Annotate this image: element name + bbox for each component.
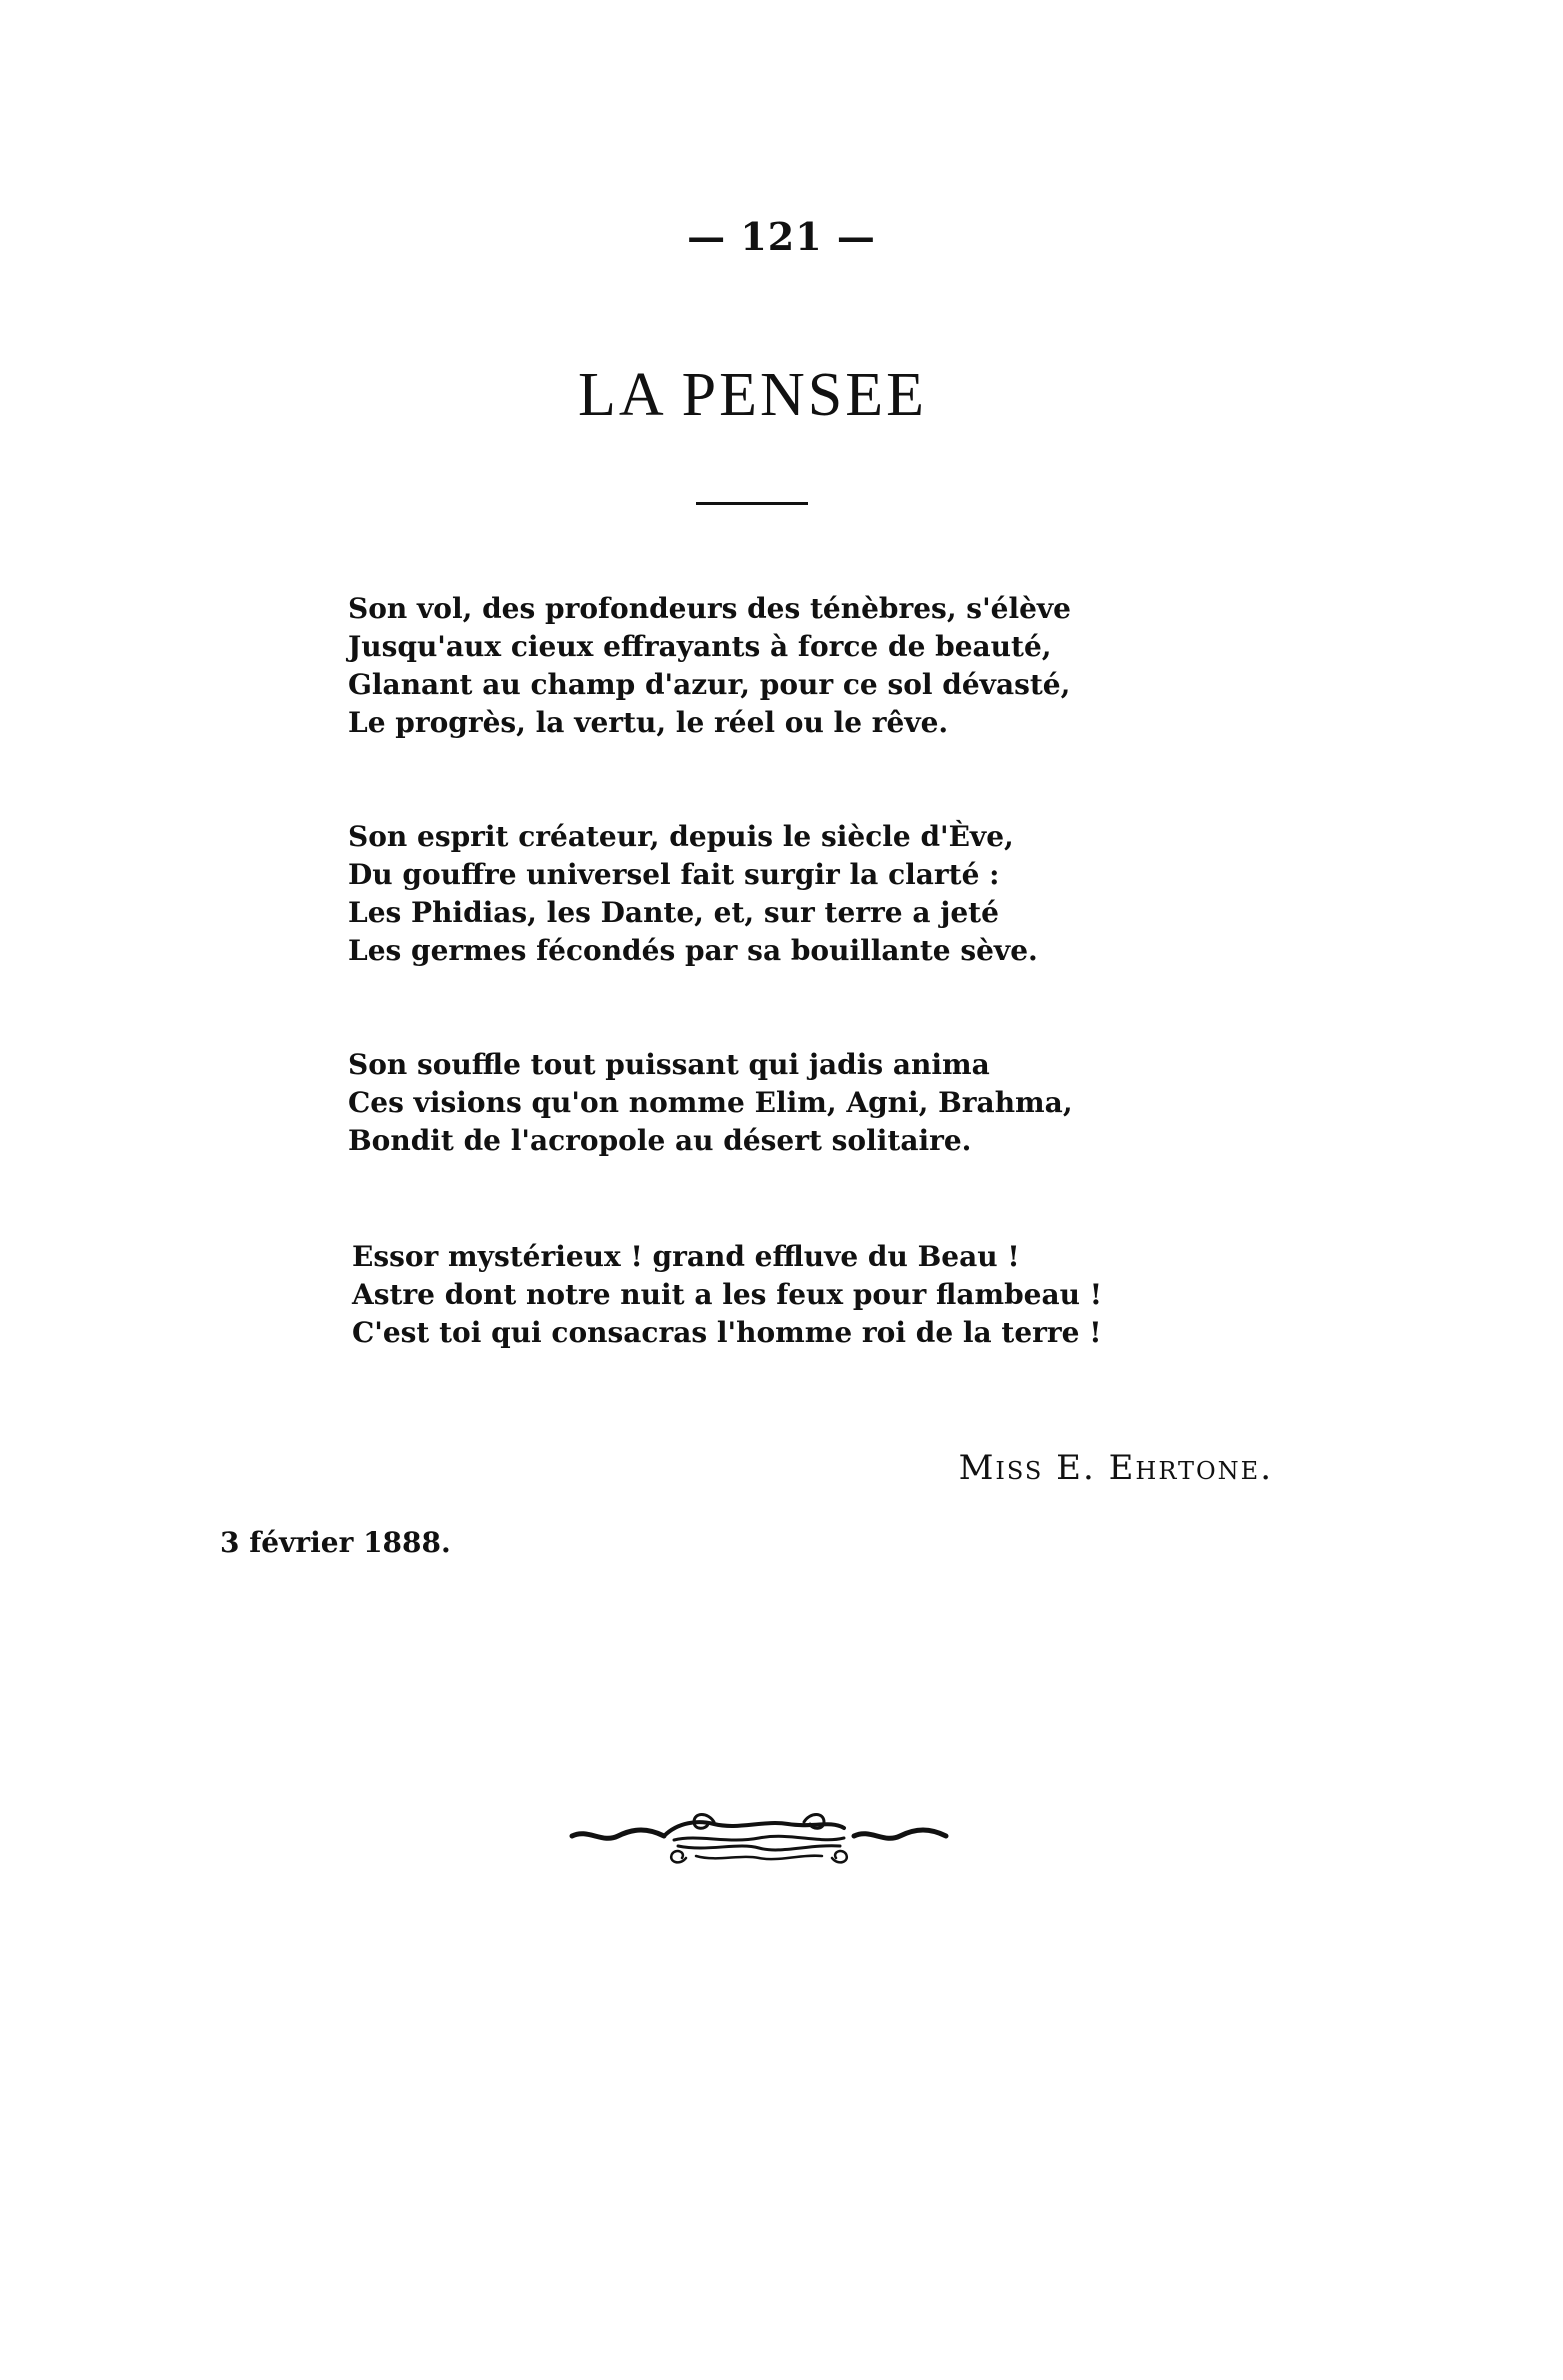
stanza-4 [352,1238,1102,1352]
page-number: — 121 — [687,214,876,259]
decorative-flourish-icon [568,1800,950,1870]
poem-line: Glanant au champ d'azur, pour ce sol dévasté, [348,668,1071,701]
poem-line: Astre dont notre nuit a les feux pour flambeau ! [352,1278,1103,1311]
author-signature: Miss E. Ehrtone. [958,1448,1273,1488]
poem-line: Essor mystérieux ! grand effluve du Beau ! [352,1240,1020,1273]
poem-line: Du gouffre universel fait surgir la clarté : [348,858,1000,891]
date: 3 février 1888. [220,1526,451,1559]
page-title: LA PENSEE [577,361,928,429]
poem-line: Son souffle tout puissant qui jadis anima [348,1048,990,1081]
poem-line: Les Phidias, les Dante, et, sur terre a jeté [348,896,999,929]
poem-line: Les germes fécondés par sa bouillante sève. [348,934,1038,967]
poem-line: Son vol, des profondeurs des ténèbres, s'élève [348,592,1071,625]
stanza-1 [348,590,1071,742]
poem-line: Bondit de l'acropole au désert solitaire. [348,1124,972,1157]
stanza-2 [348,818,1038,970]
poem-line: Ces visions qu'on nomme Elim, Agni, Brahma, [348,1086,1073,1119]
title-rule [696,502,808,505]
poem-line: Son esprit créateur, depuis le siècle d'Ève, [348,820,1014,853]
stanza-3 [348,1046,1073,1160]
poem-line: C'est toi qui consacras l'homme roi de la terre ! [352,1316,1102,1349]
poem-line: Jusqu'aux cieux effrayants à force de beauté, [348,630,1052,663]
poem-line: Le progrès, la vertu, le réel ou le rêve. [348,706,949,739]
